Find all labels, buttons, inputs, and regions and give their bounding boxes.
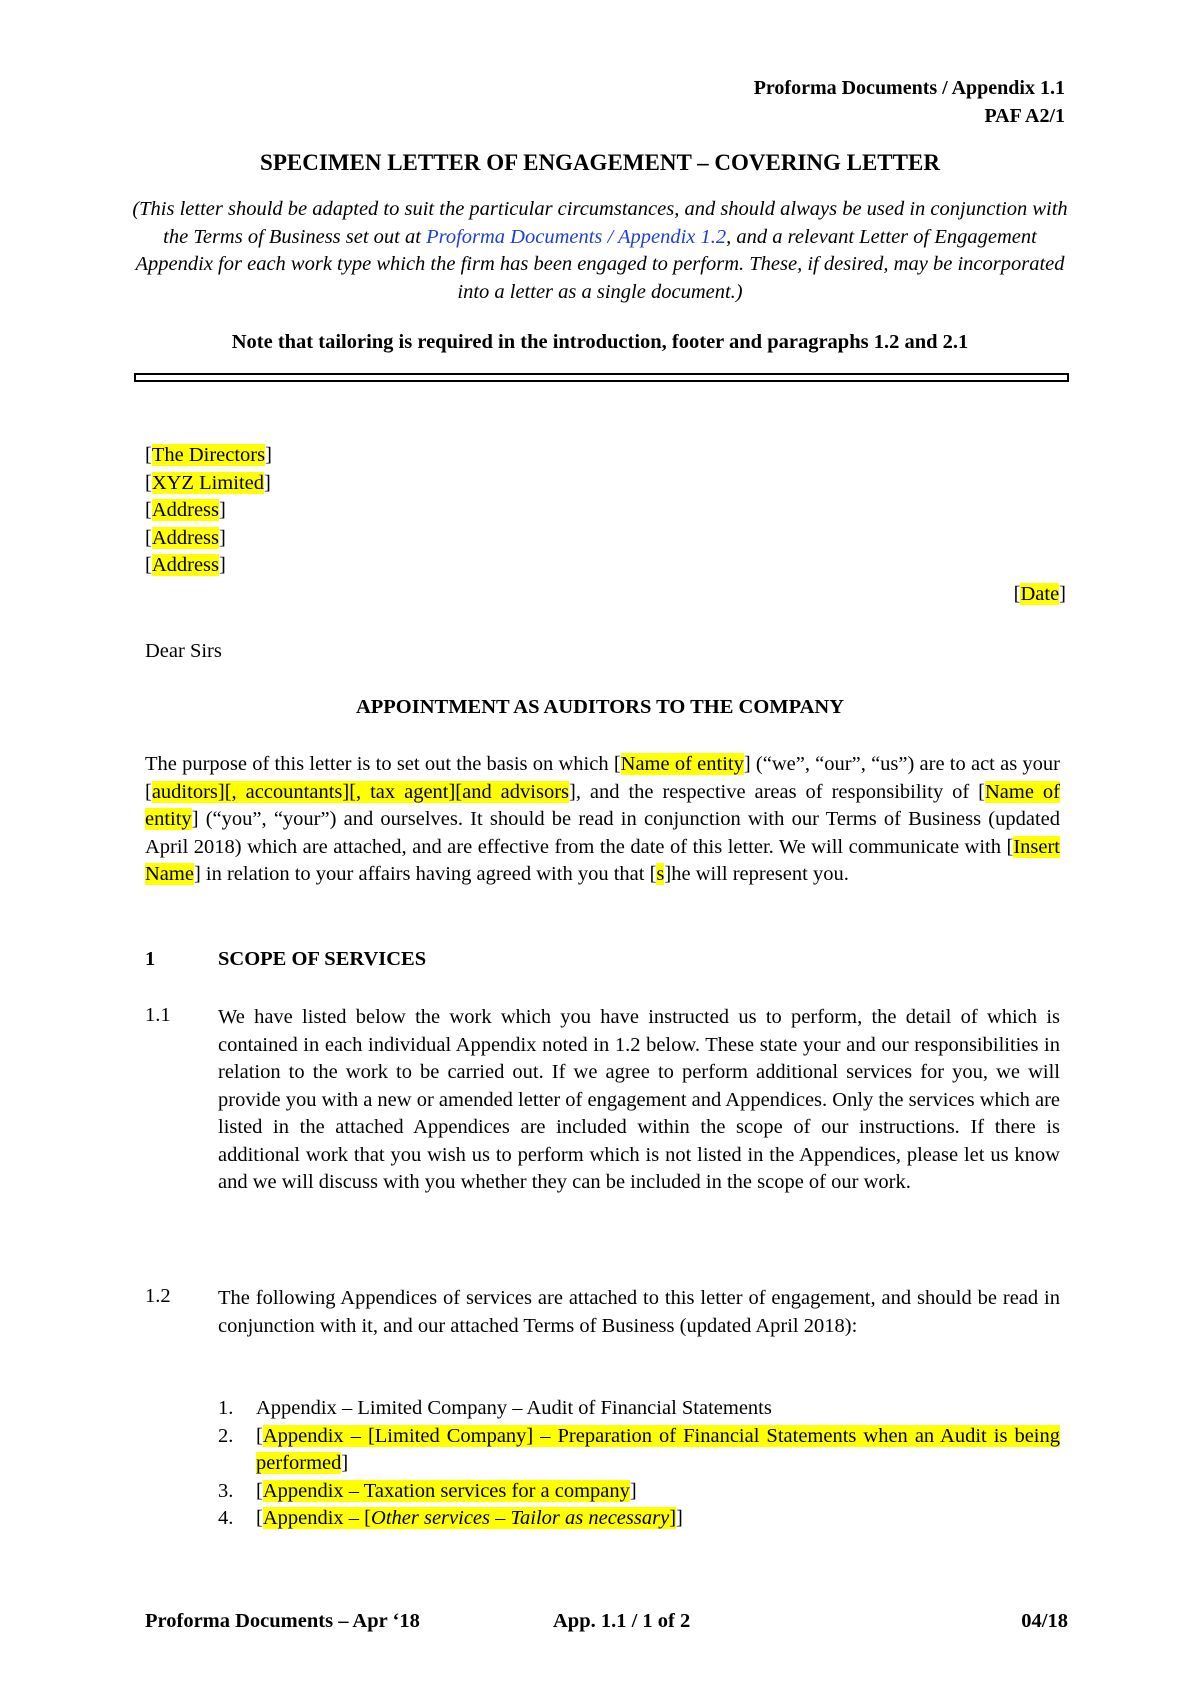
divider-box <box>134 373 1069 382</box>
highlight-insert-name: Insert Name <box>145 835 1060 885</box>
footer-left: Proforma Documents – Apr ‘18 <box>145 1610 420 1632</box>
appendices-list <box>218 1395 1060 1533</box>
highlight-entity-name: Name of entity <box>620 753 744 775</box>
header-ref-line-1: Proforma Documents / Appendix 1.1 <box>753 77 1065 99</box>
address-line: [The Directors] <box>145 444 272 466</box>
list-item: 1. Appendix – Limited Company – Audit of Financial Statements <box>218 1397 772 1419</box>
letter-subject: APPOINTMENT AS AUDITORS TO THE COMPANY <box>355 696 845 718</box>
intro-note-part-2: , and a relevant Letter of Engagement Appendix for each work type which the firm has been engaged to perform. These, if desired, may be incorporated into a letter as a single document.) <box>135 225 1065 303</box>
letter-date: [Date] <box>1013 583 1066 605</box>
recipient-address <box>145 442 272 580</box>
list-item: 2. [Appendix – [Limited Company] – Preparation of Financial Statements when an Audit is being performed] <box>218 1424 1060 1474</box>
list-item: 4. [Appendix – [Other services – Tailor as necessary]] <box>218 1507 683 1529</box>
paragraph-1-2: The following Appendices of services are attached to this letter of engagement, and should be read in conjunction with it, and our attached Terms of Business (updated April 2018): <box>218 1287 1060 1337</box>
tailoring-note: Note that tailoring is required in the introduction, footer and paragraphs 1.2 and 2.1 <box>231 331 969 353</box>
terms-of-business-link[interactable]: Proforma Documents / Appendix 1.2 <box>426 225 727 248</box>
section-number: 1 <box>145 948 156 970</box>
footer-date: 04/18 <box>1021 1610 1068 1632</box>
footer-page-number: App. 1.1 / 1 of 2 <box>553 1610 691 1632</box>
highlight-pronoun: s <box>656 863 665 885</box>
document-title: SPECIMEN LETTER OF ENGAGEMENT – COVERING LETTER <box>260 150 940 175</box>
section-title: SCOPE OF SERVICES <box>218 948 427 970</box>
paragraph-number: 1.1 <box>145 1004 171 1026</box>
salutation: Dear Sirs <box>145 640 222 662</box>
paragraph-1-1: We have listed below the work which you have instructed us to perform, the detail of which is contained in each individual Appendix noted in 1.2 below. These state your and our responsibilities in relation to the work to be carried out. If we agree to perform additional services for you, we will provide you with a new or amended letter of engagement and Appendices. Only the services which are listed in the attached Appendices are included within the scope of our instructions. If there is additional work that you wish us to perform which is not listed in the Appendices, please let us know and we will discuss with you whether they can be included in the scope of our work. <box>218 1006 1060 1193</box>
header-reference <box>754 74 1065 130</box>
list-item: 3. [Appendix – Taxation services for a company] <box>218 1479 637 1502</box>
address-line: [Address] <box>145 526 226 549</box>
highlight-entity-name: Name of entity <box>145 780 1060 830</box>
address-line: [Address] <box>145 499 226 521</box>
intro-note-part-1: (This letter should be adapted to suit the particular circumstances, and should always be used in conjunction with the Terms of Business set out at <box>132 198 1068 248</box>
highlight-roles: auditors][, accountants][, tax agent][and advisors <box>151 780 570 803</box>
intro-paragraph: The purpose of this letter is to set out the basis on which [Name of entity] (“we”, “our”, “us”) are to act as your [auditors][, accountants][, tax agent][and advisors], and the respective areas of responsibility of [Name of entity] (“you”, “your”) and ourselves. It should be read in conjunction with our Terms of Business (updated April 2018) which are attached, and are effective from the date of this letter. We will communicate with [Insert Name] in relation to your affairs having agreed with you that [s]he will represent you. <box>145 753 1060 885</box>
address-line: [XYZ Limited] <box>145 471 271 494</box>
address-line: [Address] <box>145 554 226 576</box>
header-ref-line-2: PAF A2/1 <box>984 105 1065 127</box>
paragraph-number: 1.2 <box>145 1285 171 1307</box>
intro-note <box>130 196 1070 306</box>
